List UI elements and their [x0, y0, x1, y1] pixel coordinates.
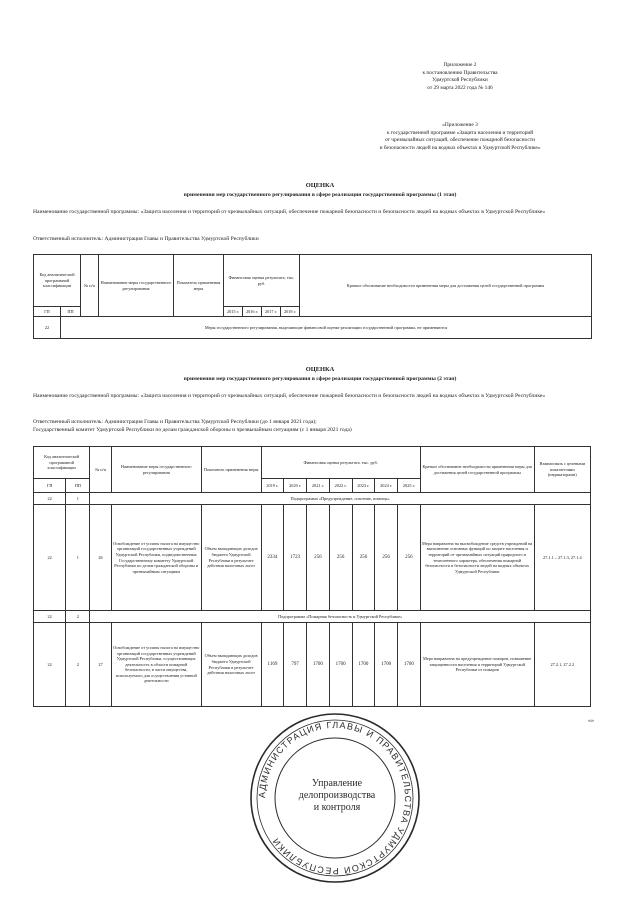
row-value: 1700 — [329, 623, 352, 707]
row-value: 1169 — [261, 623, 284, 707]
page-mark: «» — [588, 718, 594, 724]
row-value: 2334 — [261, 505, 284, 611]
subprogram-pp: 2 — [66, 611, 90, 623]
row-pp: 1 — [66, 505, 90, 611]
year-header: 2024 г. — [375, 479, 398, 493]
col-reason-header: Краткое обоснование необходимости применения меры для достижения целей государственной программы — [300, 255, 592, 317]
year-header: 2023 г. — [352, 479, 375, 493]
row-measure: Освобождение от уплаты налога на имущество организаций государственных учреждений Удмуртской Республики, осуществляющих деятельность в области пожарной безопасности, в части имущества, используемого для осуществления уставной деятельности — [111, 623, 201, 707]
row-value: 256 — [352, 505, 375, 611]
section1-program-name: Наименование государственной программы: «Защита населения и территорий от чрезвычайных ситуаций, обеспечение пожарной безопасности и безопасности людей на водных объектах в Удмуртской Республике» — [33, 209, 546, 215]
section1-table — [33, 254, 592, 339]
stamp-ring-text: АДМИНИСТРАЦИЯ ГЛАВЫ И ПРАВИТЕЛЬСТВА УДМУРТСКОЙ РЕСПУБЛИКИ — [256, 719, 414, 877]
official-stamp — [245, 708, 425, 888]
row-value: 256 — [307, 505, 330, 611]
section2-table — [33, 446, 591, 707]
appendix3-line: от чрезвычайных ситуаций, обеспечение пожарной безопасности — [384, 137, 535, 144]
subprogram-gp: 22 — [34, 611, 66, 623]
year-header: 2021 г. — [307, 479, 330, 493]
row-value: 256 — [375, 505, 398, 611]
year-header: 2019 г. — [261, 479, 284, 493]
row-value: 1723 — [284, 505, 307, 611]
col-pp-header: ПП — [66, 479, 90, 493]
year-header: 2015 г. — [224, 307, 243, 317]
year-header: 2022 г. — [329, 479, 352, 493]
row-no: 26 — [90, 505, 112, 611]
year-header: 2020 г. — [284, 479, 307, 493]
col-code-header: Код аналитической программной классификации — [34, 447, 90, 479]
col-no-header: № п/п — [90, 447, 112, 493]
row-code: 22 — [34, 317, 61, 339]
appendix-line: к постановлению Правительства — [422, 69, 498, 76]
section2-program-name: Наименование государственной программы: «Защита населения и территорий от чрезвычайных ситуаций, обеспечение пожарной безопасности и безопасности людей на водных объектах в Удмуртской Республике» — [33, 393, 546, 399]
stamp-center-line: и контроля — [313, 802, 361, 813]
row-value: 1700 — [352, 623, 375, 707]
year-header: 2018 г. — [281, 307, 300, 317]
stamp-center-line: Управление — [311, 778, 363, 789]
col-target-header: Взаимосвязь с целевыми показателями (индикаторами) — [534, 447, 590, 493]
row-gp: 22 — [34, 505, 66, 611]
section1-subtitle: применения мер государственного регулирования в сфере реализации государственной программы (1 этап) — [183, 192, 457, 198]
col-measure-header: Наименование меры государственного регулирования — [111, 447, 201, 493]
row-target: 27.1.1 – 27.1.3, 27.1.4 — [534, 505, 590, 611]
section2-responsible-1: Ответственный исполнитель: Администрация Главы и Правительства Удмуртской Республики (до 1 января 2021 года); — [33, 419, 317, 425]
section2-title: ОЦЕНКА — [305, 366, 335, 373]
col-reason-header: Краткое обоснование необходимости применения меры для достижения целей государственной программы — [420, 447, 534, 493]
appendix-line: Приложение 2 — [443, 62, 477, 68]
row-value: 256 — [329, 505, 352, 611]
row-value: 256 — [398, 505, 421, 611]
subprogram-pp: 1 — [66, 493, 90, 505]
row-value: 797 — [284, 623, 307, 707]
row-indicator: Объем выпадающих доходов бюджета Удмуртской Республики в результате действия налоговых льгот — [201, 505, 261, 611]
year-header: 2025 г. — [398, 479, 421, 493]
section1-title: ОЦЕНКА — [305, 182, 335, 189]
col-fin-header: Финансовая оценка результата, тыс. руб. — [261, 447, 420, 479]
col-gp-header: ГП — [34, 307, 61, 317]
row-target: 27.2.1, 27.2.2 — [534, 623, 590, 707]
row-no: 27 — [90, 623, 112, 707]
row-gp: 22 — [34, 623, 66, 707]
appendix-header — [380, 62, 540, 92]
subprogram-title: Подпрограмма «Предупреждение, спасение, помощь» — [90, 493, 591, 505]
stamp-center-line: делопроизводства — [298, 790, 376, 801]
appendix-line: от 29 марта 2022 года № 146 — [427, 84, 493, 91]
row-note: Меры государственного регулирования, выделяющие финансовой оценке реализации государственной программы, не применяются — [61, 317, 592, 339]
col-gp-header: ГП — [34, 479, 66, 493]
row-pp: 2 — [66, 623, 90, 707]
row-reason: Мера направлена на предупреждение пожаров, повышение защищенности населения и территорий Удмуртской Республики от пожаров — [420, 623, 534, 707]
appendix-line: Удмуртской Республики — [432, 77, 488, 84]
col-indicator-header: Показатель применения меры — [174, 255, 224, 317]
appendix3-line: и безопасности людей на водных объектах в Удмуртской Республике» — [379, 144, 541, 151]
row-indicator: Объем выпадающих доходов бюджета Удмуртской Республики в результате действия налоговых льгот — [201, 623, 261, 707]
row-measure: Освобождение от уплаты налога на имущество организаций государственных учреждений Удмуртской Республики, подведомственных Государственному комитету Удмуртской Республики по делам гражданской обороны и чрезвычайным ситуациям — [111, 505, 201, 611]
col-code-header: Код аналитической программной классификации — [34, 255, 81, 307]
appendix3-line: «Приложение 3 — [442, 122, 478, 128]
year-header: 2016 г. — [243, 307, 262, 317]
appendix3-header — [335, 122, 585, 152]
subprogram-gp: 22 — [34, 493, 66, 505]
section2-subtitle: применения мер государственного регулирования в сфере реализации государственной программы (2 этап) — [183, 376, 457, 382]
col-indicator-header: Показатель применения меры — [201, 447, 261, 493]
row-value: 1700 — [375, 623, 398, 707]
year-header: 2017 г. — [262, 307, 281, 317]
subprogram-title: Подпрограмма «Пожарная безопасность в Удмуртской Республике» — [90, 611, 591, 623]
col-no-header: № п/п — [81, 255, 99, 317]
section2-responsible-2: Государственный комитет Удмуртской Республики по делам гражданской обороны и чрезвычайным ситуациям (с 1 января 2021 года) — [33, 427, 352, 433]
col-pp-header: ПП — [61, 307, 81, 317]
row-reason: Мера направлена на высвобождение средств учреждений на выполнение основных функций по защите населения и территорий от чрезвычайных ситуаций природного и техногенного характера, обеспечения пожарной безопасности и безопасности людей на водных объектах Удмуртской Республики — [420, 505, 534, 611]
row-value: 1700 — [398, 623, 421, 707]
appendix3-line: к государственной программе «Защита населения и территорий — [386, 129, 534, 136]
section1-responsible: Ответственный исполнитель: Администрация Главы и Правительства Удмуртской Республики — [33, 236, 259, 242]
col-fin-header: Финансовая оценка результата, тыс. руб. — [224, 255, 300, 307]
row-value: 1700 — [307, 623, 330, 707]
col-measure-header: Наименование меры государственного регулирования — [99, 255, 174, 317]
